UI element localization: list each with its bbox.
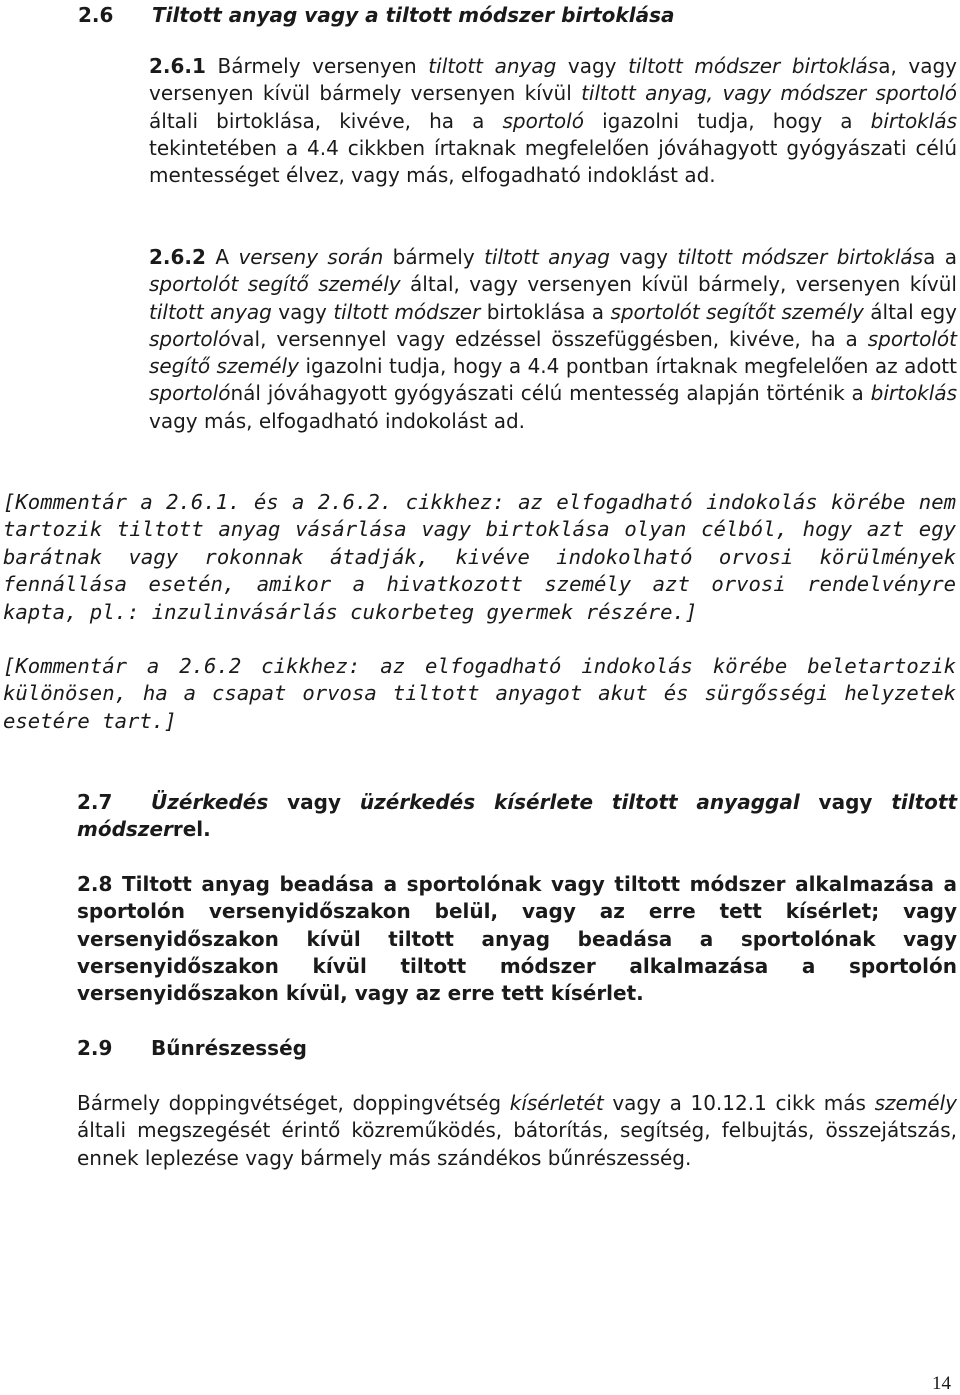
comment-2-6-1-and-2-6-2: [Kommentár a 2.6.1. és a 2.6.2. cikkhez: az elfogadható indokolás körébe nem tartozik tiltott anyag vásárlása vagy birtoklása olyan célból, hogy azt egy barátnak vagy rokonnak átadják, kivéve indokolható orvosi körülmények fennállása esetén, amikor a hivatkozott személy azt orvosi rendelvényre kapta, pl.: inzulinvásárlás cukorbeteg gyermek részére.]	[3, 490, 956, 624]
article-2-6-1: 2.6.1 Bármely versenyen tiltott anyag vagy tiltott módszer birtoklása, vagy versenyen kívül bármely versenyen kívül tiltott anyag, vagy módszer sportoló általi birtoklása, kivéve, ha a sportoló igazolni tudja, hogy a birtoklás tekintetében a 4.4 cikkben írtaknak megfelelően jóváhagyott gyógyászati célú mentességet élvez, vagy más, elfogadható indoklást ad.	[149, 54, 957, 188]
comment-2-6-2: [Kommentár a 2.6.2 cikkhez: az elfogadható indokolás körébe beletartozik különösen, ha a csapat orvosa tiltott anyagot akut és sürgősségi helyzetek esetére tart.]	[3, 654, 956, 733]
section-number: 2.7	[77, 790, 113, 814]
section-number: 2.9	[77, 1036, 113, 1060]
article-number: 2.6.2	[149, 245, 206, 269]
page-number: 14	[932, 1373, 951, 1394]
section-number: 2.8	[77, 872, 113, 896]
section-number: 2.6	[78, 3, 114, 27]
section-title: Bűnrészesség	[151, 1036, 307, 1060]
section-2-9-heading	[77, 1035, 957, 1062]
article-2-6-2: 2.6.2 A verseny során bármely tiltott anyag vagy tiltott módszer birtoklása a sportolót segítő személy által, vagy versenyen kívül bármely, versenyen kívül tiltott anyag vagy tiltott módszer birtoklása a sportolót segítőt személy által egy sportolóval, versennyel vagy edzéssel összefüggésben, kivéve, ha a sportolót segítő személy igazolni tudja, hogy a 4.4 pontban írtaknak megfelelően az adott sportolónál jóváhagyott gyógyászati célú mentesség alapján történik a birtoklás vagy más, elfogadható indokolást ad.	[149, 245, 957, 433]
section-2-6-heading	[78, 2, 938, 29]
section-2-8: 2.8 Tiltott anyag beadása a sportolónak vagy tiltott módszer alkalmazása a sportolón versenyidőszakon belül, vagy az erre tett kísérlet; vagy versenyidőszakon kívül tiltott anyag beadása a sportolónak vagy versenyidőszakon kívül tiltott módszer alkalmazása a sportolón versenyidőszakon kívül, vagy az erre tett kísérlet.	[77, 872, 957, 1006]
article-number: 2.6.1	[149, 54, 206, 78]
section-title: Tiltott anyag vagy a tiltott módszer birtoklása	[152, 3, 675, 27]
section-2-7-heading: 2.7 Üzérkedés vagy üzérkedés kísérlete tiltott anyaggal vagy tiltott módszerrel.	[77, 790, 958, 842]
section-2-9-body: Bármely doppingvétséget, doppingvétség kísérletét vagy a 10.12.1 cikk más személy általi megszegését érintő közreműködés, bátorítás, segítség, felbujtás, összejátszás, ennek leplezése vagy bármely más szándékos bűnrészesség.	[77, 1091, 957, 1170]
